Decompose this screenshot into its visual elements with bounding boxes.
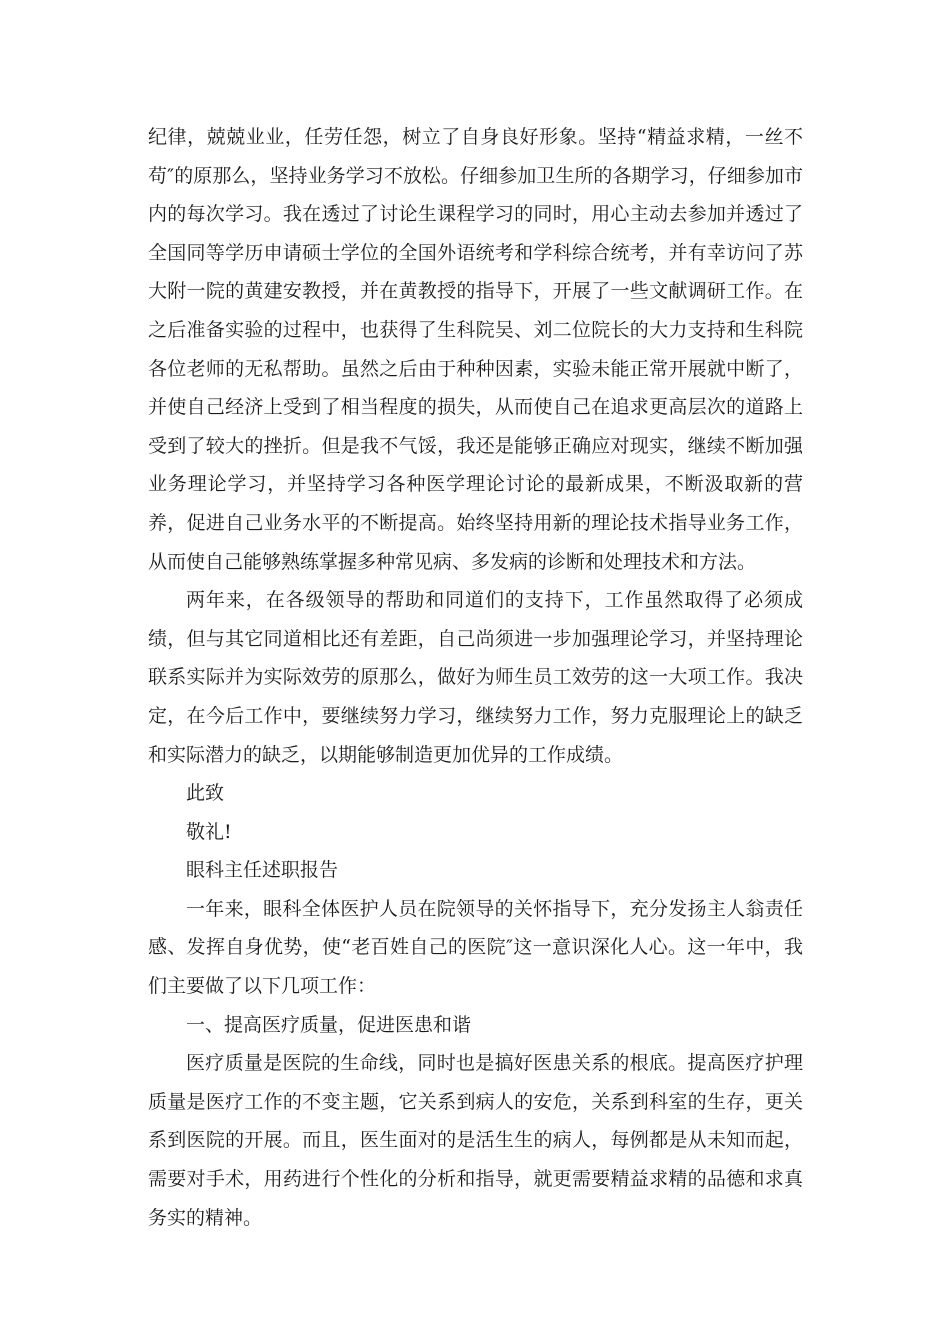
- closing-regards: 敬礼!: [186, 820, 232, 843]
- paragraph-quality: 医疗质量是医院的生命线，同时也是搞好医患关系的根底。提高医疗护理质量是医疗工作的不变主题，它关系到病人的安危，关系到科室的生存，更关系到医院的开展。而且，医生面对的是活生生的病人，每例都是从未知而起，需要对手术，用药进行个性化的分析和指导，就更需要精益求精的品德和求真务实的精神。: [148, 1052, 803, 1229]
- report-title: 眼科主任述职报告: [186, 859, 339, 882]
- document-body: [148, 118, 803, 1237]
- closing-salutation: 此致: [186, 782, 225, 805]
- section-heading: 一、提高医疗质量，促进医患和谐: [186, 1013, 472, 1036]
- paragraph-intro: 一年来，眼科全体医护人员在院领导的关怀指导下，充分发扬主人翁责任感、发挥自身优势，使“老百姓自己的医院″这一意识深化人心。这一年中，我们主要做了以下几项工作：: [148, 897, 803, 998]
- paragraph-summary: 两年来，在各级领导的帮助和同道们的支持下，工作虽然取得了必须成绩，但与其它同道相比还有差距，自己尚须进一步加强理论学习，并坚持理论联系实际并为实际效劳的原那么，做好为师生员工效劳的这一大项工作。我决定，在今后工作中，要继续努力学习，继续努力工作，努力克服理论上的缺乏和实际潜力的缺乏，以期能够制造更加优异的工作成绩。: [148, 589, 803, 766]
- paragraph-continued: 纪律，兢兢业业，任劳任怨，树立了自身良好形象。坚持“精益求精，一丝不苟″的原那么，坚持业务学习不放松。仔细参加卫生所的各期学习，仔细参加市内的每次学习。我在透过了讨论生课程学习的同时，用心主动去参加并透过了全国同等学历申请硕士学位的全国外语统考和学科综合统考，并有幸访问了苏大附一院的黄建安教授，并在黄教授的指导下，开展了一些文献调研工作。在之后准备实验的过程中，也获得了生科院吴、刘二位院长的大力支持和生科院各位老师的无私帮助。虽然之后由于种种因素，实验未能正常开展就中断了，并使自己经济上受到了相当程度的损失，从而使自己在追求更高层次的道路上受到了较大的挫折。但是我不气馁，我还是能够正确应对现实，继续不断加强业务理论学习，并坚持学习各种医学理论讨论的最新成果，不断汲取新的营养，促进自己业务水平的不断提高。始终坚持用新的理论技术指导业务工作，从而使自己能够熟练掌握多种常见病、多发病的诊断和处理技术和方法。: [148, 126, 803, 573]
